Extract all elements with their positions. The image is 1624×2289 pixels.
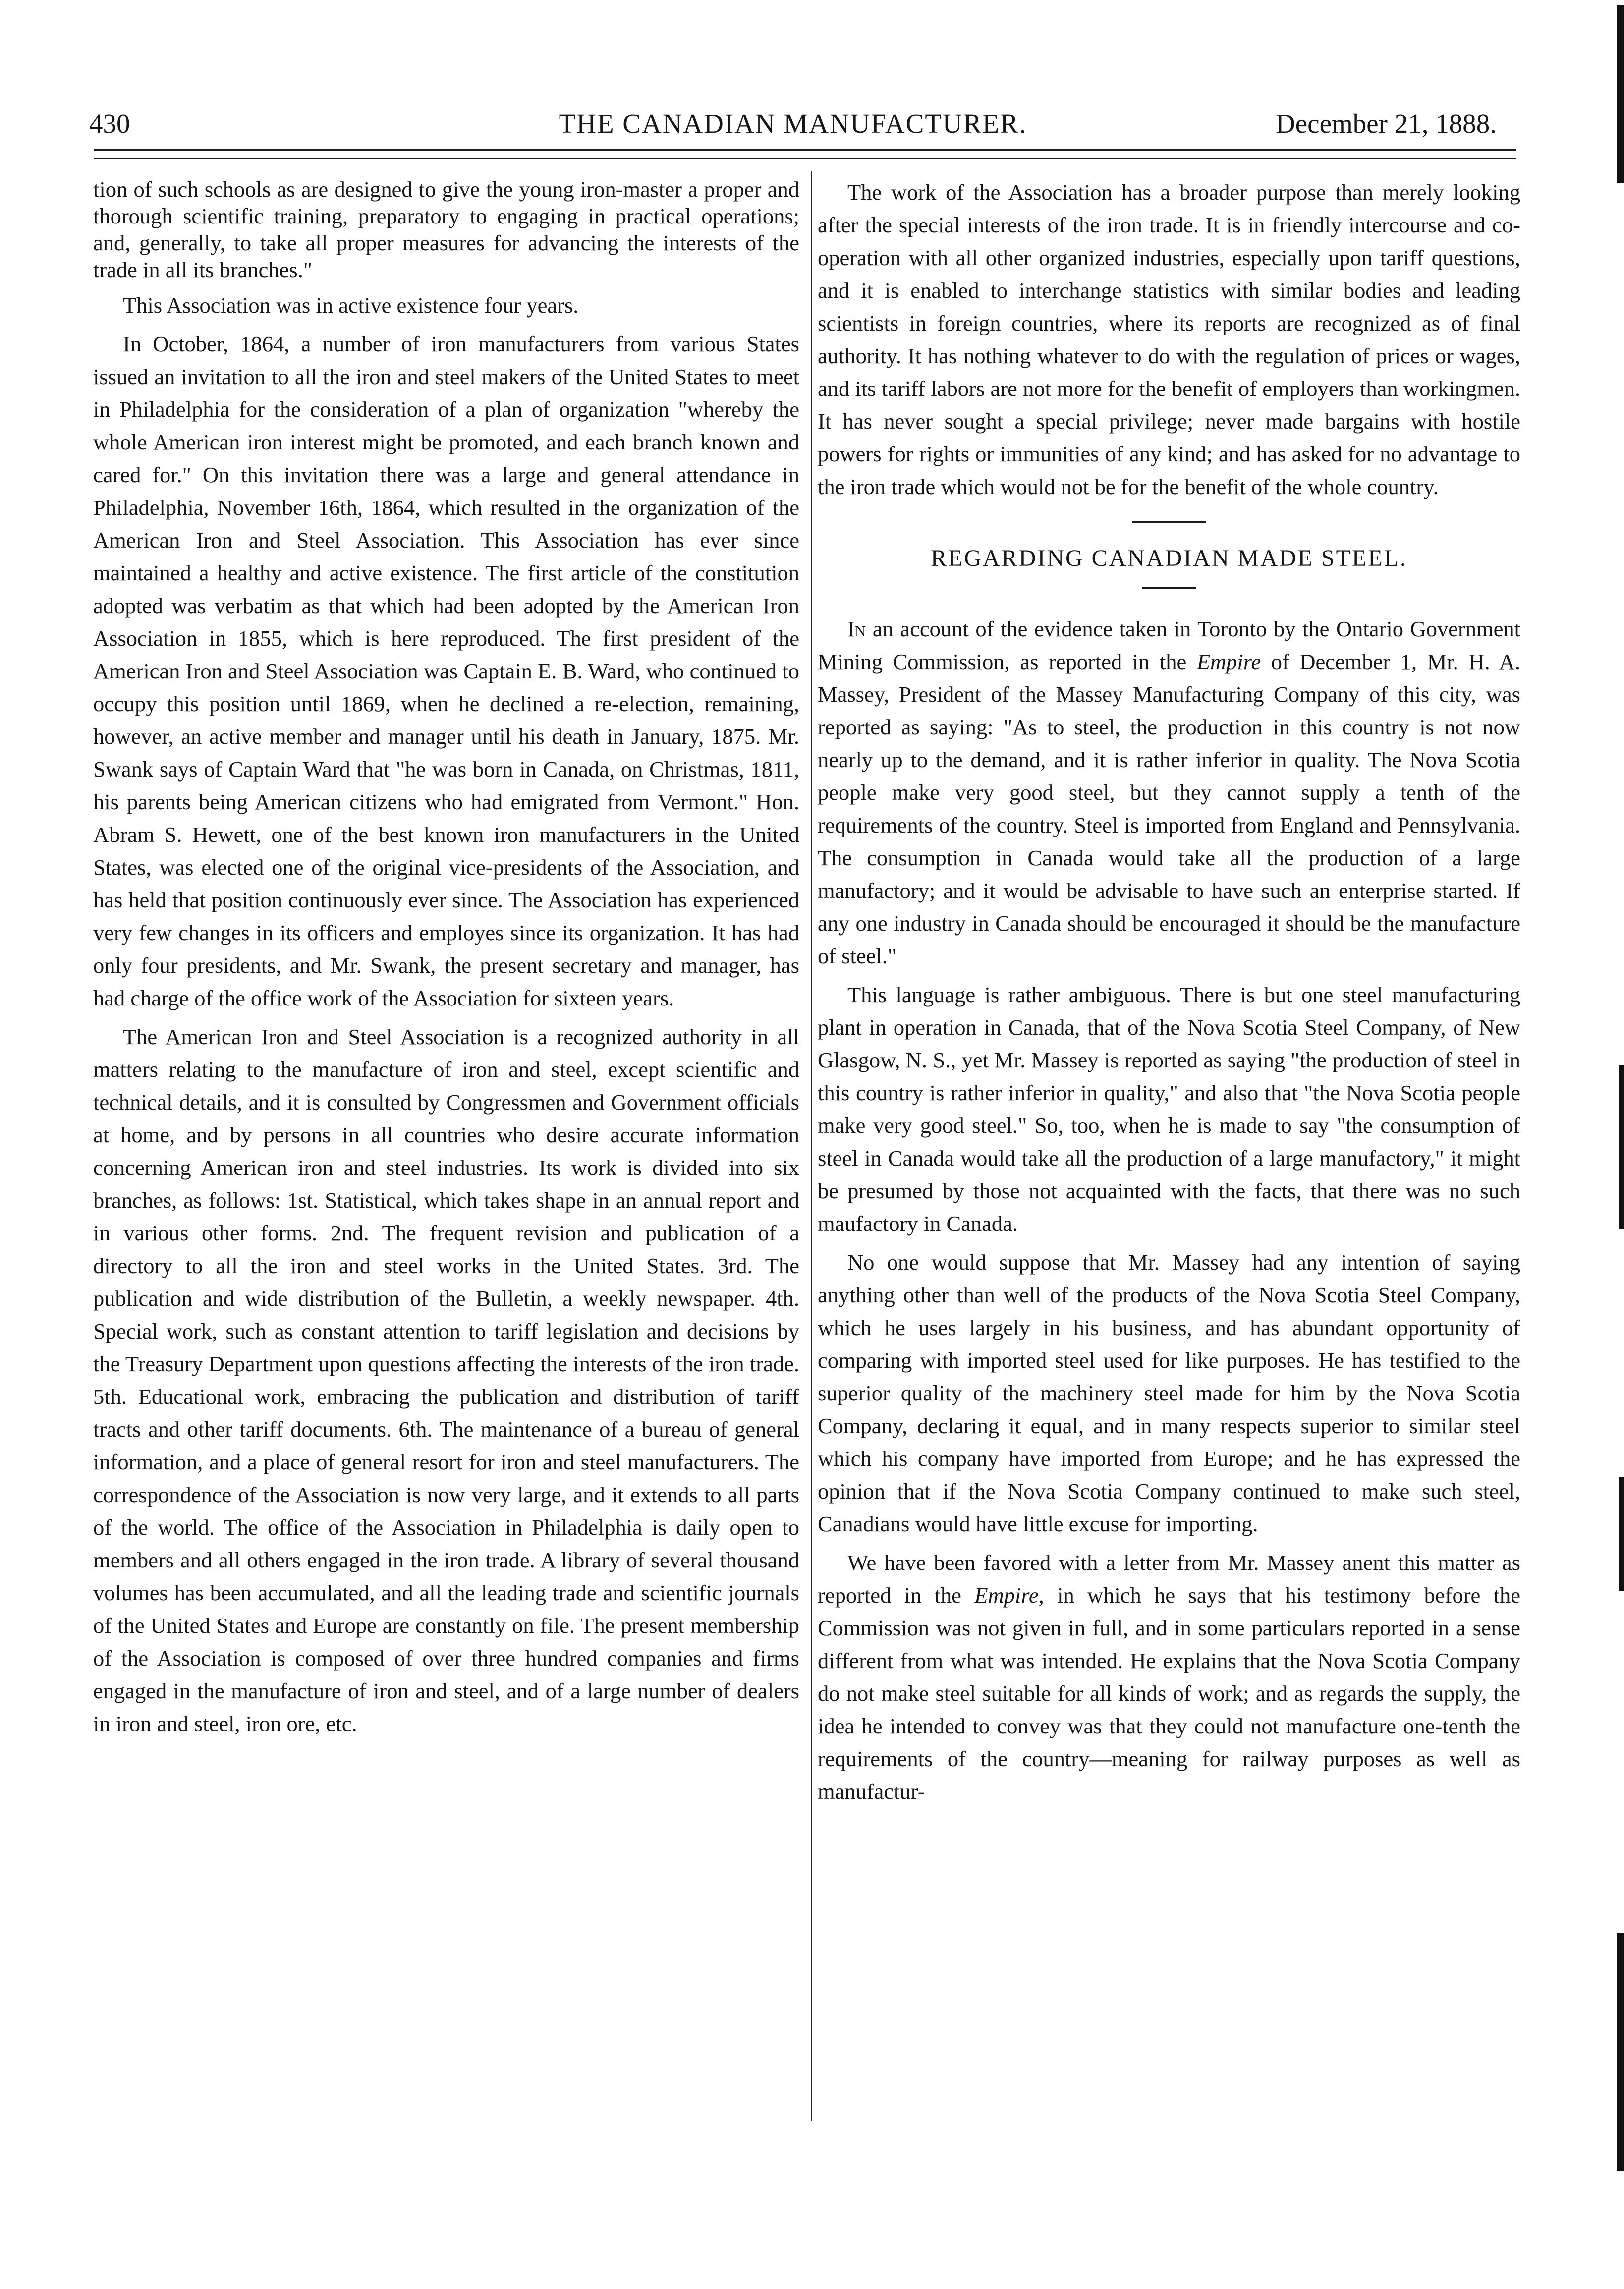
article-paragraph: The work of the Association has a broader purpose than merely looking after the special interests of the iron trade. It is in friendly intercourse and co-operation with all other organized industries, especially upon tariff questions, and it is enabled to interchange statistics with similar bodies and leading scientists in foreign countries, where its reports are recognized as of final authority. It has nothing whatever to do with the regulation of prices or wages, and its tariff labors are not more for the benefit of employers than workingmen. It has never sought a special privilege; never made bargains with hostile powers for rights or immunities of any kind; and has asked for no advantage to the iron trade which would not be for the benefit of the whole country. <box>818 180 1520 499</box>
header-rule-thin <box>94 158 1516 159</box>
article-paragraph: The American Iron and Steel Association is a recognized authority in all matters relating to the manufacture of iron and steel, except scientific and technical details, and it is consulted by Congressmen and Government officials at home, and by persons in all countries who desire accurate information concerning American iron and steel industries. Its work is divided into six branches, as follows: 1st. Statistical, which takes shape in an annual report and in various other forms. 2nd. The frequent revision and publication of a directory to all the iron and steel works in the United States. 3rd. The publication and wide distribution of the Bulletin, a weekly newspaper. 4th. Special work, such as constant attention to tariff legislation and decisions by the Treasury Department upon questions affecting the interests of the iron trade. 5th. Educational work, embracing the publication and distribution of tariff tracts and other tariff documents. 6th. The maintenance of a bureau of general information, and a place of general resort for iron and steel manufacturers. The correspondence of the Association is now very large, and it extends to all parts of the world. The office of the Association in Philadelphia is daily open to members and all others engaged in the iron trade. A library of several thousand volumes has been accumulated, and all the leading trade and scientific journals of the United States and Europe are constantly on file. The present membership of the Association is composed of over three hundred companies and firms engaged in the manufacture of iron and steel, and of a large number of dealers in iron and steel, iron ore, etc. <box>93 1024 799 1736</box>
section-divider-rule <box>1142 587 1196 589</box>
newspaper-name: Empire <box>974 1583 1039 1608</box>
paragraph-text: We have been favored with a letter from Mr. Massey anent this matter as reported in the <box>818 1550 1520 1608</box>
column-divider <box>811 171 812 2121</box>
drop-lead-word: In <box>847 616 866 641</box>
page-header <box>89 102 1497 146</box>
issue-date: December 21, 1888. <box>1276 109 1497 139</box>
article-paragraph: In October, 1864, a number of iron manufacturers from various States issued an invitation to all the iron and steel makers of the United States to meet in Philadelphia for the consideration of a plan of organization "whereby the whole American iron interest might be promoted, and each branch known and cared for." On this invitation there was a large and general attendance in Philadelphia, November 16th, 1864, which resulted in the organization of the American Iron and Steel Association. This Association has ever since maintained a healthy and active existence. The first article of the constitution adopted was verbatim as that which had been adopted by the American Iron Association in 1855, which is here reproduced. The first president of the American Iron and Steel Association was Captain E. B. Ward, who continued to occupy this position until 1869, when he declined a re-election, remaining, however, an active member and manager until his death in January, 1875. Mr. Swank says of Captain Ward that "he was born in Canada, on Christmas, 1811, his parents being American citizens who had emigrated from Vermont." Hon. Abram S. Hewett, one of the best known iron manufacturers in the United States, was elected one of the original vice-presidents of the Association, and has held that position continuously ever since. The Association has experienced very few changes in its officers and employes since its organization. It has had only four presidents, and Mr. Swank, the present secretary and manager, has had charge of the office work of the Association for sixteen years. <box>93 332 799 1010</box>
paragraph-text: , in which he says that his testimony before the Commission was not given in full, and in some particulars reported in a sense different from what was intended. He explains that the Nova Scotia Company do not make steel suitable for all kinds of work; and as regards the supply, the idea he intended to convey was that they could not manufacture one-tenth the requirements of the country—meaning for railway purposes as well as manufactur- <box>818 1583 1520 1804</box>
scan-edge-mark <box>1617 5 1624 183</box>
left-column <box>93 176 799 1746</box>
article-paragraph: This language is rather ambiguous. There is but one steel manufacturing plant in operation in Canada, that of the Nova Scotia Steel Company, of New Glasgow, N. S., yet Mr. Massey is reported as saying "the production of steel in this country is rather inferior in quality," and also that "the Nova Scotia people make very good steel." So, too, when he is made to say "the consumption of steel in Canada would take all the production of a large manufactory," it might be presumed by those not acquainted with the facts, that there was no such maufactory in Canada. <box>818 982 1520 1236</box>
scan-edge-mark <box>1619 1477 1624 1591</box>
journal-title: THE CANADIAN MANUFACTURER. <box>559 109 1027 139</box>
scan-edge-mark <box>1617 1933 1624 2171</box>
page-number: 430 <box>89 109 130 139</box>
paragraph-text: an account of the evidence taken in Toronto by the Ontario Government Mining Commission, as reported in the <box>818 616 1520 674</box>
header-rule-thick <box>94 149 1516 151</box>
right-column <box>818 176 1520 1814</box>
article-paragraph: tion of such schools as are designed to give the young iron-master a proper and thorough scientific training, preparatory to engaging in practical operations; and, generally, to take all proper measures for advancing the interests of the trade in all its branches." <box>93 177 799 282</box>
article-paragraph <box>818 613 1520 972</box>
article-paragraph: No one would suppose that Mr. Massey had any intention of saying anything other than well of the products of the Nova Scotia Steel Company, which he uses largely in his business, and has abundant opportunity of comparing with imported steel used for like purposes. He has testified to the superior quality of the machinery steel made for him by the Nova Scotia Company, declaring it equal, and in many respects superior to similar steel which his company have imported from Europe; and he has expressed the opinion that if the Nova Scotia Company continued to make such steel, Canadians would have little excuse for importing. <box>818 1250 1520 1536</box>
section-divider-rule <box>1132 521 1206 523</box>
article-paragraph <box>818 1546 1520 1808</box>
article-paragraph: This Association was in active existence four years. <box>123 293 579 318</box>
section-heading: REGARDING CANADIAN MADE STEEL. <box>931 545 1407 571</box>
newspaper-name: Empire <box>1196 649 1261 674</box>
scan-edge-mark <box>1619 1065 1624 1229</box>
paragraph-text: of December 1, Mr. H. A. Massey, President of the Massey Manufacturing Company of this city, was reported as saying: "As to steel, the production in this country is not now nearly up to the demand, and it is rather inferior in quality. The Nova Scotia people make very good steel, but they cannot supply a tenth of the requirements of the country. Steel is imported from England and Pennsylvania. The consumption in Canada would take all the production of a large manufactory; and it would be advisable to have such an enterprise started. If any one industry in Canada should be encouraged it should be the manufacture of steel." <box>818 649 1520 968</box>
